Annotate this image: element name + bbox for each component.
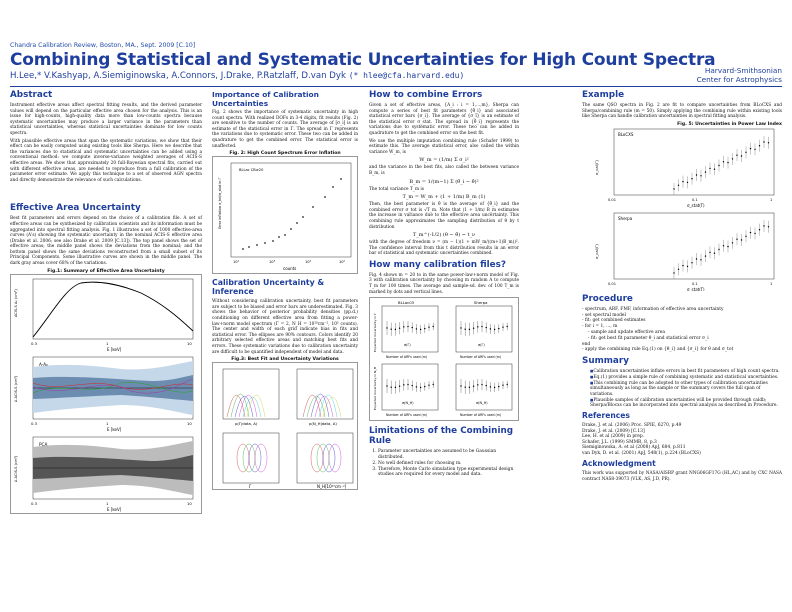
reference-item: Schafer, J.L. (1999) SMMR, 8, p.3 — [582, 439, 657, 445]
plot-point — [759, 145, 760, 146]
fig1-tick-03-c: 0.3 — [31, 500, 38, 506]
plot-point — [494, 387, 495, 388]
acknowledgment-heading: Acknowledgment — [582, 459, 656, 469]
fig1-panel-bottom — [14, 437, 193, 512]
importance-heading: Importance of Calibration Uncertainties — [212, 90, 319, 108]
plot-point — [486, 385, 487, 386]
equation-total-variance: T_m = W_m + (1 + 1/m) B_m (1) — [402, 194, 486, 201]
fig3-p1-label: p(Γ|data, A) — [235, 421, 258, 427]
plot-point — [477, 384, 478, 385]
plot-point — [248, 246, 250, 248]
plot-point — [399, 328, 400, 329]
fig2-xlabel: counts — [283, 266, 297, 272]
plot-point — [732, 242, 733, 243]
fig4-label-nh-a: σ(N_H) — [402, 401, 414, 406]
fig4-label-gamma-a: σ(Γ) — [404, 343, 411, 348]
fig1-panel1-ylabel: ACIS-S A₀ (cm²) — [14, 288, 18, 317]
plot-point — [460, 328, 461, 329]
plot-point — [460, 386, 461, 387]
fig4-label-nh-b: σ(N_H) — [476, 401, 488, 406]
plot-point — [424, 328, 425, 329]
fig1-tick-1-a: 1 — [106, 340, 109, 346]
fig2-svg — [213, 157, 357, 273]
fig5-uncertainty-power-law — [582, 127, 782, 291]
procedure-step: end — [582, 341, 591, 347]
plot-point — [502, 385, 503, 386]
calib-files-text: Fig. 4 shows m = 20 to in the same power-law+norm model of Fig. 3 with calibration uncertainty by choosing m random A to compute T_m for 100 times. The average and sample-sd. dev. of 100 T_m is marked by dots and vertical lines. — [369, 272, 519, 295]
institution-line-1: Harvard-Smithsonian — [704, 66, 782, 75]
references-list — [582, 423, 782, 456]
plot-point — [386, 328, 387, 329]
plot-point — [727, 162, 728, 163]
plot-point — [407, 326, 408, 327]
plot-point — [502, 327, 503, 328]
combine-text-6: with the degree of freedom ν = (m − 1)(1 + mW_m/((m+1)B_m))². The confidence interval from this t distribution results in an error bar of statistical and systematic uncertainties combined. — [369, 240, 519, 257]
fig1-xlabel-b: E [keV] — [107, 426, 122, 432]
fig1-panel2-ylabel: Δ ACIS-S (cm²) — [14, 375, 18, 402]
fig4-ylabel-a: Expected Uncertainty in Γ — [373, 313, 377, 353]
fig1-caption: Fig.1: Summary of Effective Area Uncertainty — [47, 268, 165, 274]
fig1-panel3-ylabel: Δ ACIS-S (cm²) — [14, 455, 18, 482]
plot-point — [465, 329, 466, 330]
reference-item: Lee, H. et al (2009) in prep. — [582, 434, 645, 440]
plot-point — [481, 384, 482, 385]
fig5-ylabel-b: σ_cal(Γ) — [594, 243, 599, 259]
plot-point — [494, 329, 495, 330]
plot-point — [407, 384, 408, 385]
plot-point — [498, 328, 499, 329]
reference-item: van Dyk, D. et al. (2001) ApJ, 548(1), p.224 (BLoCXS) — [582, 450, 701, 456]
plot-point — [469, 329, 470, 330]
plot-point — [424, 386, 425, 387]
summary-item: ■ Eq.(1) provides a simple rule of combining systematic and statistical uncertainties. — [590, 375, 782, 381]
fig1-tick-10-a: 10 — [187, 340, 192, 346]
fig2-ylabel: Error inflation σ_tot/σ_stat in Γ — [218, 177, 222, 230]
plot-point — [745, 235, 746, 236]
plot-point — [696, 258, 697, 259]
plot-point — [727, 246, 728, 247]
combine-heading: How to combine Errors — [369, 90, 483, 100]
fig2-error-inflation — [212, 156, 358, 274]
plot-point — [678, 268, 679, 269]
procedure-step: - sample and update effective area — [588, 329, 665, 335]
fig3-best-fit-variations — [212, 362, 358, 490]
column-1 — [10, 90, 202, 514]
abstract-text-2: With plausible effective areas that span the systematic variations, we show that their effect can be easily computed using existing tools like Sherpa. Here we describe that the variances due to statistical and systematic uncertainties can be added using a conventional method: we compute inverse-variance weighted averages of ACIS-S effective areas. We show that approximately 20 full-Bayesian spectral fits, carried out with different effective areas, are needed to reproduce from a full calibration of the parameter error estimate. We apply this technique to a set of observed AGN spectra and directly demonstrate the relevance of such calculations. — [10, 138, 202, 183]
plot-point — [714, 252, 715, 253]
fig4-xlabel-c: Number of ARFs used (m) — [386, 413, 428, 418]
plot-point — [324, 196, 326, 198]
conference-line: Chandra Calibration Review, Boston, MA., Sept. 2009 [C.10] — [10, 42, 196, 49]
plot-point — [302, 216, 304, 218]
fig5-svg — [582, 127, 782, 291]
procedure-step: - spectrum, ARF, FMF, information of effective area uncertainty — [582, 306, 724, 312]
plot-point — [290, 228, 292, 230]
plot-point — [473, 386, 474, 387]
plot-point — [763, 225, 764, 226]
plot-point — [723, 245, 724, 246]
acknowledgment-text: This work was supported by NASA/AISRP grant NNG06GF17G (HL,AC) and by CXC NASA contract NAS8-39073 (VLK, AS, J.D, PR). — [582, 471, 782, 482]
limitation-item: 1. Parameter uncertainties are assumed to be Gaussian distributed. — [378, 449, 519, 461]
plot-point — [412, 327, 413, 328]
plot-point — [691, 262, 692, 263]
fig5-tick-01-b: 0.1 — [692, 281, 698, 286]
plot-point — [691, 178, 692, 179]
plot-point — [507, 326, 508, 327]
plot-point — [395, 387, 396, 388]
plot-point — [416, 387, 417, 388]
fig1-panel2-label: A-A₀ — [39, 361, 48, 367]
summary-item: ■ Plausible samples of calibration uncertainties will be provided through caldb; Sherpa/Blocxs can be incorporated into spectral analysis as described in Procedure. — [590, 398, 782, 409]
plot-point — [705, 171, 706, 172]
summary-item: ■ This combining rule can be adopted to other types of calibration uncertainties simultaneously as long as the sample or the summary covers the full span of variations. — [590, 381, 782, 398]
calib-files-heading: How many calibration files? — [369, 259, 506, 270]
fig3-caption: Fig.3: Best Fit and Uncertainty Variations — [231, 357, 339, 363]
fig5-xlabel-b: σ_stat(Γ) — [687, 286, 705, 291]
summary-item: ■ Calibration uncertainties inflate errors in best fit parameters of high count spectra. — [590, 369, 782, 375]
plot-point — [416, 329, 417, 330]
plot-point — [469, 387, 470, 388]
fig5-ylabel-a: σ_cal(Γ) — [594, 159, 599, 175]
author-names: H.Lee,* V.Kashyap, A.Siemiginowska, A.Connors, J.Drake, P.Ratzlaff, D.van Dyk — [10, 71, 346, 81]
effective-area-heading: Effective Area Uncertainty — [10, 203, 141, 214]
procedure-step: - for i = 1, ..., m — [582, 324, 618, 330]
fig4-xlabel-d: Number of ARFs used (m) — [460, 413, 502, 418]
plot-point — [284, 234, 286, 236]
references-heading: References — [582, 411, 630, 421]
plot-point — [264, 242, 266, 244]
plot-point — [754, 232, 755, 233]
plot-point — [745, 151, 746, 152]
plot-point — [428, 385, 429, 386]
fig1-panel-middle — [14, 357, 193, 432]
fig5-top-label: BLoCXS — [618, 131, 634, 137]
plot-point — [709, 251, 710, 252]
fig2-tick-1e3: 10³ — [269, 260, 276, 265]
combine-text-1: Given a set of effective areas, {A_i : i = 1,...,m}, Sherpa can compute a series of best fit parameters {θ̂_i} and associated statistical error bars {σ_i}. The average of {σ_i} is an estimate of the statistical error σ_stat. The spread in {θ̂_i} represents the variations due to systematic error. These two can be added in quadrature to get the combined error on the best fit. — [369, 103, 519, 136]
plot-point — [718, 249, 719, 250]
plot-point — [768, 142, 769, 143]
plot-point — [741, 239, 742, 240]
plot-point — [420, 329, 421, 330]
plot-point — [420, 387, 421, 388]
plot-point — [403, 326, 404, 327]
fig2-tick-1e2: 10² — [233, 260, 240, 265]
institution — [697, 66, 782, 84]
plot-point — [272, 240, 274, 242]
plot-point — [678, 184, 679, 185]
effective-area-text: Best fit parameters and errors depend on the choice of a calibration file. A set of effective areas can be synthesized by calibration scientists and its information must be aggregated into spectral fitting analysis. Fig. 1 illustrates a set of 1000 effective-area curves (A's) showing the systematic uncertainty in the nominal ACIS-S effective area (Drake et al. 2006; see also Drake et al. 2009 [C.13]). The top panel shows the set of effective areas; the middle panel shows the deviations from the nominal; and the bottom panel shows the same deviations reconstructed from a small subset of its Principal Components. Some illustrative curves are shown in the middle panel. The dark gray areas cover 68% of the variations. — [10, 216, 202, 267]
limitation-item: 2. No well defined rules for choosing m. — [378, 461, 519, 467]
fig5-tick-001-a: 0.01 — [608, 197, 617, 202]
fig1-tick-03-b: 0.3 — [31, 420, 38, 426]
limitations-list — [369, 449, 519, 478]
plot-point — [332, 186, 334, 188]
plot-point — [473, 328, 474, 329]
plot-point — [709, 167, 710, 168]
example-heading: Example — [582, 90, 625, 100]
fig5-bottom-label: Sherpa — [618, 215, 633, 221]
plot-point — [490, 329, 491, 330]
combine-text-2: We use the multiple imputation combining rule (Schafer 1999) to estimate this. The average statistical error, also called the within variance W_m, is — [369, 138, 519, 155]
plot-point — [391, 387, 392, 388]
plot-point — [412, 385, 413, 386]
contact-email[interactable]: (* hlee@cfa.harvard.edu) — [348, 71, 465, 80]
plot-point — [403, 384, 404, 385]
procedure-steps — [582, 307, 782, 353]
fig2-tick-1e4: 10⁴ — [305, 260, 312, 265]
importance-text: Fig. 2 shows the importance of systematic uncertainty in high count spectra. With realized DOFs in 3-4 digits, fit results (Fig. 2) are sensitive to the number of counts. The average of [σ_i] is an estimate of the statistical error in Γ. The spread in Γ represents the variations due to systematic error. These two can be added in quadrature to get the combined error. The statistical error is unaffected. — [212, 110, 358, 149]
plot-point — [242, 248, 244, 250]
plot-point — [682, 181, 683, 182]
plot-point — [312, 206, 314, 208]
fig4-xlabel-a: Number of ARFs used (m) — [386, 355, 428, 360]
fig1-effective-area — [10, 274, 202, 514]
fig5-tick-001-b: 0.01 — [608, 281, 617, 286]
plot-point — [507, 384, 508, 385]
plot-point — [477, 326, 478, 327]
fig1-tick-10-c: 10 — [187, 500, 192, 506]
fig1-tick-1-c: 1 — [106, 500, 109, 506]
plot-point — [741, 155, 742, 156]
fig5-xlabel-a: σ_stat(Γ) — [687, 202, 705, 208]
summary-list — [582, 369, 782, 409]
procedure-step: - set spectral model — [582, 312, 626, 318]
fig1-xlabel-c: E [keV] — [107, 506, 122, 512]
equation-within-variance: W_m = (1/m) Σ σ_i² — [419, 157, 469, 164]
fig3-p4-xlabel: N_H[10²⁰cm⁻²] — [317, 484, 347, 490]
limitation-item: 3. Therefore, Monte Carlo simulation type experimental design studies are required for every model and data. — [378, 467, 519, 479]
equation-t-distribution: T_m^(-1/2) (θ − θ̄) ~ t_ν — [412, 232, 476, 239]
plot-point — [736, 238, 737, 239]
plot-point — [498, 386, 499, 387]
fig4-label-gamma-b: σ(Γ) — [478, 343, 485, 348]
procedure-heading: Procedure — [582, 293, 633, 304]
plot-point — [256, 244, 258, 246]
plot-point — [759, 229, 760, 230]
procedure-step: - apply the combining rule Eq.(1) on {θ_i} and {σ_i} for θ and σ_tot — [582, 347, 734, 353]
fig1-tick-03-a: 0.3 — [31, 340, 38, 346]
plot-point — [763, 141, 764, 142]
plot-point — [700, 259, 701, 260]
plot-point — [433, 384, 434, 385]
reference-item: Drake, J. et al. (2006) Proc. SPIE, 6270, p.49 — [582, 423, 682, 429]
plot-point — [687, 181, 688, 182]
combine-text-3: and the variance in the best fits, also called the between variance B_m, is — [369, 165, 519, 176]
fig1-tick-10-b: 10 — [187, 420, 192, 426]
plot-point — [465, 387, 466, 388]
plot-point — [687, 265, 688, 266]
plot-point — [340, 178, 342, 180]
procedure-step: - fit: get best fit parameter θ_i and statistical error σ_i — [588, 335, 709, 341]
fig4-right-title: Sherpa — [474, 300, 488, 306]
plot-point — [750, 148, 751, 149]
plot-point — [696, 174, 697, 175]
plot-point — [673, 272, 674, 273]
plot-point — [296, 222, 298, 224]
plot-point — [750, 232, 751, 233]
fig5-tick-1-b: 1 — [770, 281, 773, 286]
plot-point — [278, 236, 280, 238]
fig1-svg — [11, 275, 201, 513]
example-text: The same QSO spectra in Fig. 2 are fit to compare uncertainties from BLoCXS and Sherpa/combining rule (m = 50). Simply applying the combining rule within existing tools like Sherpa can handle calibration uncertainties in spectral fitting analysis. — [582, 103, 782, 120]
calibration-inference-text: Without considering calibration uncertainty, best fit parameters are subject to be biased and error bars are underestimated. Fig. 3 shows the behavior of posterior probability densities (pp.d.) conditioning on different effective area from fitting a power-law+norm model spectrum (Γ = 2, N_H = 10²⁰cm⁻², 10⁵ counts). The center and width of each grid indicate bias in fits and statistical error. The ellipses are 90% contours. Colors identify 20 arbitrary selected effective areas and matching best fits and errors. These systematic variations due to calibration uncertainty are difficult to be quantified independent of model and data. — [212, 299, 358, 355]
fig1-panel3-label: PCA — [39, 441, 48, 447]
fig4-calibration-files — [369, 297, 519, 421]
plot-point — [481, 326, 482, 327]
reference-item: Siemiginowska, A. et al (2008) ApJ, 684, p.811 — [582, 445, 686, 451]
plot-point — [428, 327, 429, 328]
fig5-tick-1-a: 1 — [770, 197, 773, 202]
fig4-xlabel-b: Number of ARFs used (m) — [460, 355, 502, 360]
plot-point — [718, 165, 719, 166]
plot-point — [433, 326, 434, 327]
fig2-tick-1e5: 10⁵ — [339, 260, 346, 265]
fig4-svg — [370, 298, 518, 420]
fig4-ylabel-b: Expected Uncertainty in N_H — [373, 367, 377, 411]
plot-point — [768, 226, 769, 227]
column-3 — [369, 90, 519, 478]
equation-between-variance: B_m = 1/(m−1) Σ (θ̂_i − θ̄)² — [409, 178, 479, 185]
institution-line-2: Center for Astrophysics — [696, 75, 782, 84]
plot-point — [673, 188, 674, 189]
fig1-xlabel-a: E [keV] — [107, 346, 122, 352]
plot-point — [700, 175, 701, 176]
summary-heading: Summary — [582, 356, 629, 367]
plot-point — [486, 327, 487, 328]
fig1-panel-top — [14, 279, 193, 352]
fig2-caption: Fig. 2: High Count Spectrum Error Inflation — [229, 151, 341, 157]
abstract-heading: Abstract — [10, 90, 53, 100]
column-2 — [212, 90, 358, 490]
plot-point — [732, 158, 733, 159]
fig3-svg — [213, 363, 357, 489]
fig2-legend: BLLac CB≥20 — [239, 168, 264, 173]
reference-item: Drake, J. et al. (2009) [C.13] — [582, 428, 645, 434]
plot-point — [723, 161, 724, 162]
plot-point — [754, 148, 755, 149]
plot-point — [682, 265, 683, 266]
authors-line — [10, 71, 464, 81]
procedure-step: - fit: get combined estimates — [582, 318, 646, 324]
fig3-p3-xlabel: Γ — [249, 484, 252, 490]
fig5-caption: Fig. 5: Uncertainties in Power Law Index — [677, 121, 782, 127]
plot-point — [386, 386, 387, 387]
fig1-tick-1-b: 1 — [106, 420, 109, 426]
fig3-p2-label: p(N_H|data, A) — [309, 421, 337, 427]
poster-title: Combining Statistical and Systematic Uncertainties for High Count Spectra — [10, 50, 716, 70]
fig4-left-title: BLLac03 — [398, 300, 415, 306]
plot-point — [736, 154, 737, 155]
fig2-points — [242, 178, 342, 250]
plot-point — [395, 329, 396, 330]
header-divider — [10, 86, 782, 87]
plot-point — [714, 168, 715, 169]
calibration-inference-heading: Calibration Uncertainty & Inference — [212, 278, 325, 297]
combine-text-4: The total variance T_m is — [369, 186, 424, 192]
plot-point — [705, 255, 706, 256]
limitations-heading: Limitations of the Combining Rule — [369, 426, 514, 447]
combine-text-5: Then, the best parameter is θ̄ is the average of {θ̂_i} and the combined error σ_tot is √T_m. Note that (1 + 1/m) B_m estimates the increase in variance due to the effective area uncertainty. This combining rule approximates the sampling distribution of θ by t distribution — [369, 202, 519, 230]
abstract-text-1: Instrument effective areas affect spectral fitting results, and the derived parameter values will depend on the particular effective area chosen for the analysis. This is an issue for high-counts, high-quality data more than low-counts spectra because systematic uncertainties may produce a larger variance in the parameters than statistical uncertainties, whereas statistical uncertainties dominate for low counts spectra. — [10, 103, 202, 136]
plot-point — [391, 329, 392, 330]
plot-point — [490, 387, 491, 388]
fig5-tick-01-a: 0.1 — [692, 197, 698, 202]
column-4 — [582, 90, 782, 484]
plot-point — [399, 386, 400, 387]
